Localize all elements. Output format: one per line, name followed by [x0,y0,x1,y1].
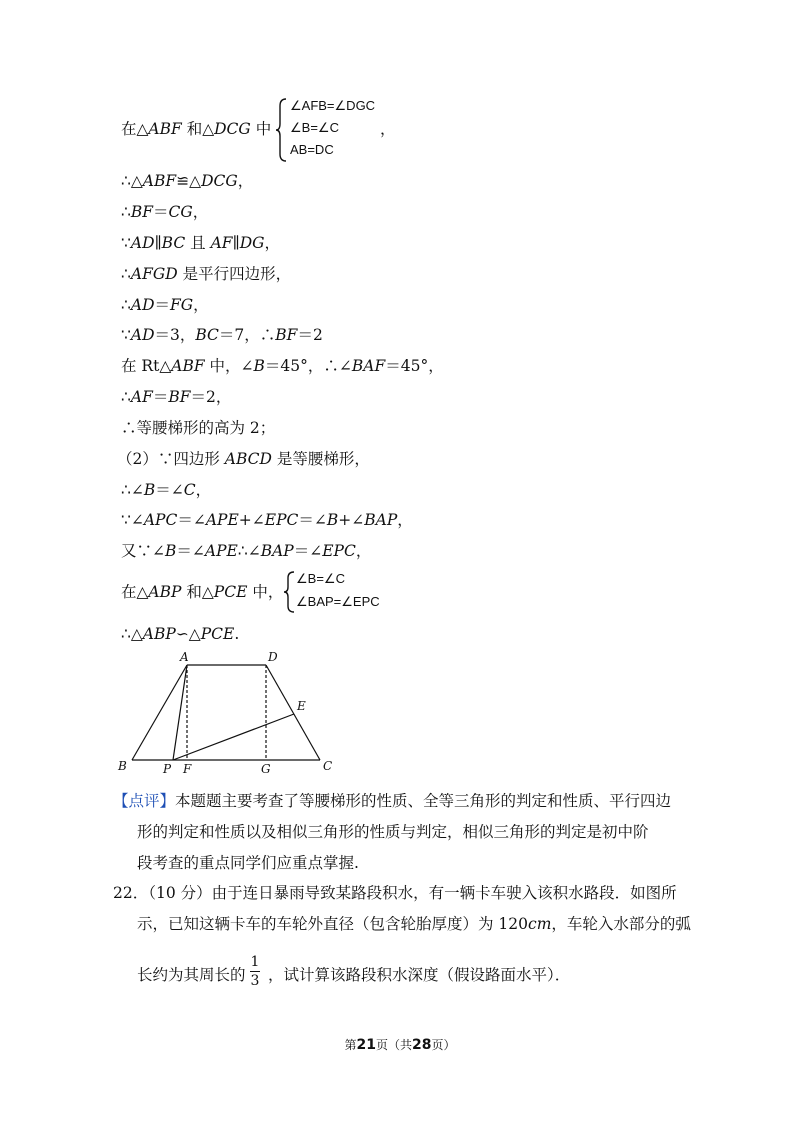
label-A: A [180,650,189,664]
q22-line-3a: 长约为其周长的 [137,966,246,984]
label-F: F [183,762,192,776]
label-B: B [118,759,127,773]
comment-line-3: 段考查的重点同学们应重点掌握. [137,854,359,872]
page-total: 28 [412,1037,432,1053]
line-8: ∴AF＝BF＝2， [121,388,232,406]
system1-cond3: AB=DC [290,142,334,157]
segment-AP [173,665,187,760]
q22-line-3b: ，试计算该路段积水深度（假设路面水平）． [268,966,571,984]
label-P: P [163,762,172,776]
system2-cond1: ∠B=∠C [296,571,345,586]
segment-PE [173,714,294,760]
system1-cond2: ∠B=∠C [290,120,339,135]
fraction-one-third [250,954,260,989]
line-3: ∵AD∥BC 且 AF∥DG， [121,234,281,252]
system2-brace [284,571,296,617]
left-brace-icon [276,98,288,162]
label-G: G [261,762,271,776]
line-9: ∴等腰梯形的高为 2； [121,419,276,437]
system1-brace [276,98,288,166]
fraction-bar [250,971,260,972]
line-5: ∴AD＝FG， [121,296,209,314]
system2-cond2: ∠BAP=∠EPC [296,594,380,609]
line-12: ∵∠APC＝∠APE+∠EPC＝∠B+∠BAP， [121,511,413,529]
page-footer: 第21页（共28页） [344,1037,456,1053]
line-11: ∴∠B＝∠C， [121,481,212,499]
line-13: 又∵∠B＝∠APE∴∠BAP＝∠EPC， [121,542,372,560]
segment-DC [266,665,320,760]
comment-line-1: 【点评】本题题主要考查了等腰梯形的性质、全等三角形的判定和性质、平行四边 [113,792,672,810]
label-D: D [268,650,278,664]
system1-label: 在△ABF 和△DCG 中 [121,120,272,138]
line-4: ∴AFGD 是平行四边形， [121,265,292,283]
line-2: ∴BF＝CG， [121,203,209,221]
label-C: C [323,759,333,773]
left-brace-icon [284,571,296,613]
label-E: E [297,699,306,713]
comment-tag: 【点评】 [113,792,176,810]
fraction-numerator: 1 [250,954,260,970]
system1-cond1: ∠AFB=∠DGC [290,98,376,113]
page-number: 21 [356,1037,376,1053]
line-7: 在 Rt△ABF 中，∠B＝45°，∴∠BAF＝45°， [121,357,444,375]
segment-AB [132,665,187,760]
q22-line-2: 示，已知这辆卡车的车轮外直径（包含轮胎厚度）为 120cm，车轮入水部分的弧 [137,915,691,933]
line-6: ∵AD＝3，BC＝7，∴BF＝2 [121,326,323,344]
system2-label: 在△ABP 和△PCE 中， [121,583,284,601]
line-14: ∴△ABP∽△PCE. [121,625,240,643]
system1-tail: ， [380,120,396,138]
trapezoid-figure [110,648,350,778]
line-1: ∴△ABF≌△DCG， [121,172,254,190]
q22-line-1: 22．（10 分）由于连日暴雨导致某路段积水，有一辆卡车驶入该积水路段．如图所 [113,884,677,902]
comment-line-2: 形的判定和性质以及相似三角形的性质与判定，相似三角形的判定是初中阶 [137,823,649,841]
line-10: （2）∵四边形 ABCD 是等腰梯形， [117,450,370,468]
fraction-denominator: 3 [250,973,260,989]
